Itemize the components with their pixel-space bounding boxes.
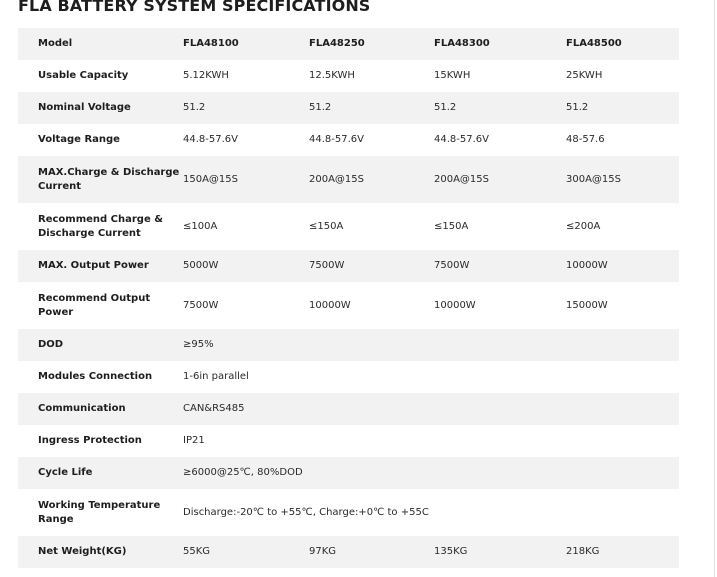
cell-value: ≤200A [566,220,601,232]
spec-table [18,28,679,568]
cell-value: 7500W [309,250,434,282]
cell-value: Discharge:-20℃ to +55℃, Charge:+0℃ to +55C [183,506,429,518]
cell-value: CAN&RS485 [183,393,679,425]
cell-value: 44.8-57.6V [309,134,364,145]
cell-value: 150A@15S [183,156,309,203]
row-label: Communication [18,393,183,425]
cell-value: 7500W [434,250,566,282]
row-label: Modules Connection [38,371,153,382]
table-row [18,203,679,250]
table-row [18,124,679,156]
row-label: Cycle Life [18,457,183,489]
cell-value: 10000W [309,299,351,311]
cell-value: 7500W [183,299,219,311]
cell-value: 51.2 [566,92,679,124]
cell-value: FLA48300 [434,28,566,60]
cell-value: ≥95% [183,329,679,361]
table-row [18,457,679,489]
cell-value: ≤150A [309,220,344,232]
cell-value: ≥6000@25℃, 80%DOD [183,457,679,489]
table-row [18,28,679,60]
page-title: FLA BATTERY SYSTEM SPECIFICATIONS [18,0,371,15]
cell-value: 200A@15S [434,156,566,203]
table-row [18,393,679,425]
cell-value: 200A@15S [309,156,434,203]
table-row [18,92,679,124]
cell-value: 1-6in parallel [183,371,249,382]
cell-value: IP21 [183,435,205,446]
table-row [18,489,679,536]
cell-value: 51.2 [183,92,309,124]
table-row [18,361,679,393]
table-row [18,536,679,568]
cell-value: FLA48500 [566,28,679,60]
cell-value: 51.2 [309,92,434,124]
row-label: MAX. Output Power [18,250,183,282]
cell-value: 97KG [309,536,434,568]
cell-value: 15000W [566,299,608,311]
table-row [18,282,679,329]
row-label: MAX.Charge & Discharge Current [18,156,183,203]
row-label: Recommend Charge & Discharge Current [38,213,163,239]
row-label: Recommend Output Power [38,292,151,318]
cell-value: 12.5KWH [309,70,355,81]
cell-value: 10000W [434,299,476,311]
cell-value: ≤150A [434,220,469,232]
row-label: Voltage Range [38,134,120,145]
table-row [18,250,679,282]
cell-value: 51.2 [434,92,566,124]
cell-value: 44.8-57.6V [183,134,238,145]
table-row [18,329,679,361]
cell-value: 5000W [183,250,309,282]
row-label: Model [18,28,183,60]
cell-value: 55KG [183,536,309,568]
cell-value: 218KG [566,536,679,568]
cell-value: FLA48250 [309,28,434,60]
cell-value: 10000W [566,250,679,282]
row-label: DOD [18,329,183,361]
cell-value: ≤100A [183,220,218,232]
table-row [18,425,679,457]
row-label: Working Temperature Range [38,499,161,525]
table-row [18,60,679,92]
row-label: Usable Capacity [38,70,129,81]
cell-value: 15KWH [434,70,471,81]
cell-value: 300A@15S [566,156,679,203]
row-label: Nominal Voltage [18,92,183,124]
row-label: Net Weight(KG) [18,536,183,568]
page-edge-divider [714,0,715,577]
cell-value: 135KG [434,536,566,568]
cell-value: 25KWH [566,70,603,81]
table-row [18,156,679,203]
cell-value: 5.12KWH [183,70,229,81]
cell-value: FLA48100 [183,28,309,60]
row-label: Ingress Protection [38,435,142,446]
cell-value: 44.8-57.6V [434,134,489,145]
cell-value: 48-57.6 [566,134,605,145]
